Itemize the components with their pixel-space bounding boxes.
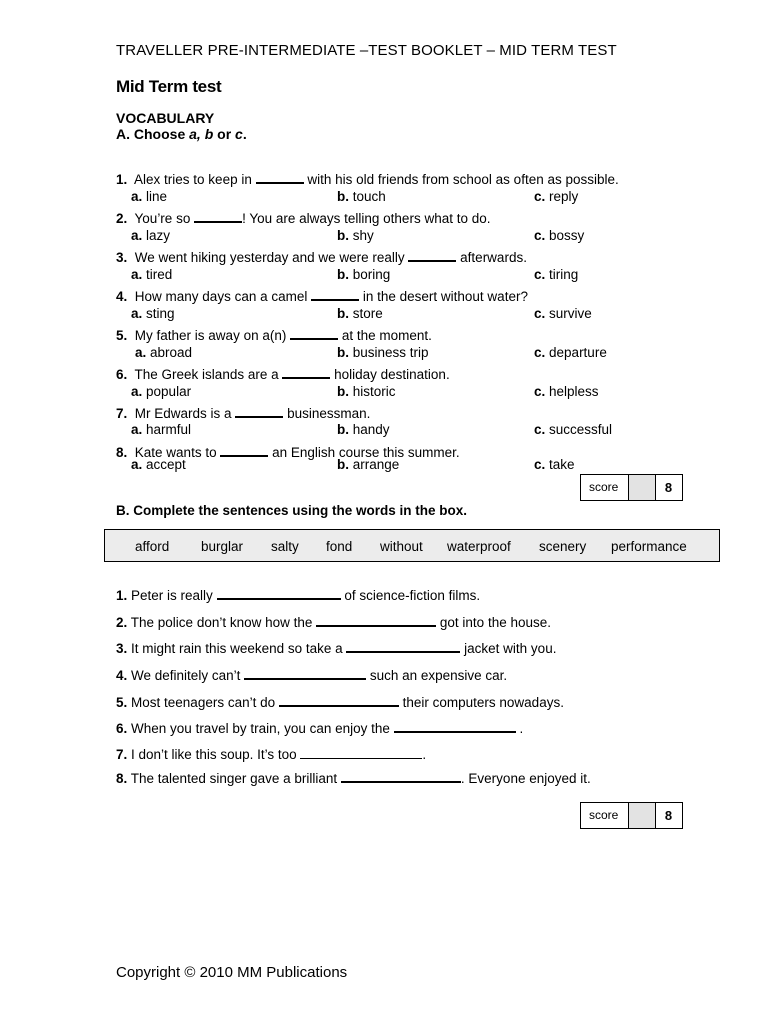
sentence-text: .	[422, 747, 427, 762]
option-c[interactable]: c. bossy	[534, 228, 585, 243]
answer-blank[interactable]	[290, 326, 338, 340]
option-a[interactable]: a. tired	[131, 267, 173, 282]
section-heading: VOCABULARY	[116, 110, 215, 126]
question-6	[116, 365, 450, 382]
sentence-text: We definitely can’t	[131, 668, 245, 683]
answer-blank[interactable]	[194, 209, 242, 223]
score-field[interactable]	[628, 803, 656, 828]
question-7	[116, 404, 370, 421]
option-b[interactable]: b. arrange	[337, 457, 400, 472]
sentence-3	[116, 639, 556, 656]
sentence-text: their computers nowadays.	[398, 695, 564, 710]
sentence-text: It might rain this weekend so take a	[131, 641, 347, 656]
score-box-b	[580, 802, 683, 829]
question-text: an English course this summer.	[268, 445, 460, 460]
option-c[interactable]: c. tiring	[534, 267, 579, 282]
sentence-7	[116, 746, 426, 762]
sentence-number: 6.	[116, 721, 128, 736]
word-item: burglar	[201, 539, 244, 554]
question-text: We went hiking yesterday and we were really	[134, 250, 409, 265]
sentence-2	[116, 613, 551, 630]
page-header: TRAVELLER PRE-INTERMEDIATE –TEST BOOKLET – MID TERM TEST	[116, 42, 617, 59]
sentence-text: When you travel by train, you can enjoy the	[131, 721, 394, 736]
sentence-4	[116, 666, 507, 683]
option-a[interactable]: a. popular	[131, 384, 192, 399]
question-text: Alex tries to keep in	[134, 172, 256, 187]
option-b[interactable]: b. boring	[337, 267, 391, 282]
sentence-text: Peter is really	[131, 588, 217, 603]
sentence-text: I don’t like this soup. It’s too	[131, 747, 301, 762]
sentence-number: 1.	[116, 588, 128, 603]
answer-blank[interactable]	[311, 287, 359, 301]
question-text: afterwards.	[456, 250, 527, 265]
question-text: in the desert without water?	[359, 289, 528, 304]
sentence-5	[116, 693, 564, 710]
sentence-text: .	[515, 721, 524, 736]
sentence-number: 5.	[116, 695, 128, 710]
sentence-text: The police don’t know how the	[130, 615, 317, 630]
answer-blank[interactable]	[394, 719, 516, 733]
question-text: Kate wants to	[134, 445, 221, 460]
answer-blank[interactable]	[235, 404, 283, 418]
option-c[interactable]: c. reply	[534, 189, 579, 204]
question-number: 8.	[116, 445, 128, 460]
option-c[interactable]: c. take	[534, 457, 575, 472]
question-text: with his old friends from school as often as possible.	[303, 172, 619, 187]
sentence-text: got into the house.	[436, 615, 551, 630]
question-text: Mr Edwards is a	[134, 406, 236, 421]
answer-blank[interactable]	[316, 613, 436, 627]
question-number: 3.	[116, 250, 128, 265]
question-text: How many days can a camel	[134, 289, 312, 304]
answer-blank[interactable]	[341, 769, 461, 783]
question-2	[116, 209, 490, 226]
sentence-6	[116, 719, 523, 736]
sentence-number: 3.	[116, 641, 128, 656]
sentence-1	[116, 586, 480, 603]
option-b[interactable]: b. touch	[337, 189, 386, 204]
word-item: salty	[271, 539, 299, 554]
score-total: 8	[664, 480, 673, 495]
option-a[interactable]: a. accept	[131, 457, 186, 472]
answer-blank[interactable]	[408, 248, 456, 262]
question-number: 6.	[116, 367, 128, 382]
word-item: performance	[611, 539, 687, 554]
question-text: The Greek islands are a	[134, 367, 283, 382]
score-box-a	[580, 474, 683, 501]
sentence-8	[116, 769, 591, 786]
option-b[interactable]: b. handy	[337, 422, 390, 437]
sentence-number: 7.	[116, 747, 128, 762]
sentence-text: . Everyone enjoyed it.	[460, 771, 591, 786]
question-number: 2.	[116, 211, 128, 226]
score-field[interactable]	[628, 475, 656, 500]
question-number: 1.	[116, 172, 128, 187]
option-c[interactable]: c. successful	[534, 422, 613, 437]
word-item: without	[380, 539, 423, 554]
option-a[interactable]: a. harmful	[131, 422, 192, 437]
question-1	[116, 170, 619, 187]
option-c[interactable]: c. helpless	[534, 384, 599, 399]
sentence-text: The talented singer gave a brilliant	[130, 771, 341, 786]
answer-blank[interactable]	[282, 365, 330, 379]
question-number: 4.	[116, 289, 128, 304]
sentence-text: Most teenagers can’t do	[131, 695, 279, 710]
answer-blank[interactable]	[346, 639, 460, 653]
answer-blank[interactable]	[256, 170, 304, 184]
option-b[interactable]: b. business trip	[337, 345, 429, 360]
option-b[interactable]: b. shy	[337, 228, 374, 243]
word-item: afford	[135, 539, 170, 554]
question-number: 7.	[116, 406, 128, 421]
answer-blank[interactable]	[300, 746, 422, 759]
question-text: You’re so	[134, 211, 195, 226]
question-text: ! You are always telling others what to do.	[242, 211, 491, 226]
question-text: My father is away on a(n)	[134, 328, 291, 343]
score-total: 8	[664, 808, 673, 823]
word-item: fond	[326, 539, 353, 554]
score-label: score	[589, 808, 619, 822]
answer-blank[interactable]	[220, 443, 268, 457]
option-b[interactable]: b. historic	[337, 384, 396, 399]
word-item: waterproof	[447, 539, 511, 554]
answer-blank[interactable]	[217, 586, 341, 600]
word-box	[104, 529, 720, 562]
option-a[interactable]: a. sting	[131, 306, 175, 321]
page-title: Mid Term test	[116, 77, 222, 96]
score-label: score	[589, 480, 619, 494]
sentence-number: 8.	[116, 771, 128, 786]
question-3	[116, 248, 527, 265]
option-a[interactable]: a. lazy	[131, 228, 171, 243]
option-a[interactable]: a. line	[131, 189, 168, 204]
sentence-text: jacket with you.	[460, 641, 557, 656]
sentence-number: 2.	[116, 615, 128, 630]
part-b-instruction: B. Complete the sentences using the words in the box.	[116, 503, 468, 518]
sentence-number: 4.	[116, 668, 128, 683]
copyright-footer: Copyright © 2010 MM Publications	[116, 964, 348, 981]
question-text: at the moment.	[338, 328, 432, 343]
sentence-text: such an expensive car.	[366, 668, 508, 683]
option-c[interactable]: c. departure	[534, 345, 607, 360]
question-5	[116, 326, 432, 343]
word-item: scenery	[539, 539, 587, 554]
question-text: businessman.	[283, 406, 371, 421]
sentence-text: of science-fiction films.	[340, 588, 481, 603]
part-a-instruction: A. Choose a, b or c.	[116, 126, 247, 142]
option-a[interactable]: a. abroad	[135, 345, 193, 360]
option-c[interactable]: c. survive	[534, 306, 592, 321]
question-number: 5.	[116, 328, 128, 343]
question-text: holiday destination.	[330, 367, 450, 382]
answer-blank[interactable]	[279, 693, 399, 707]
answer-blank[interactable]	[244, 666, 366, 680]
option-b[interactable]: b. store	[337, 306, 383, 321]
question-4	[116, 287, 528, 304]
